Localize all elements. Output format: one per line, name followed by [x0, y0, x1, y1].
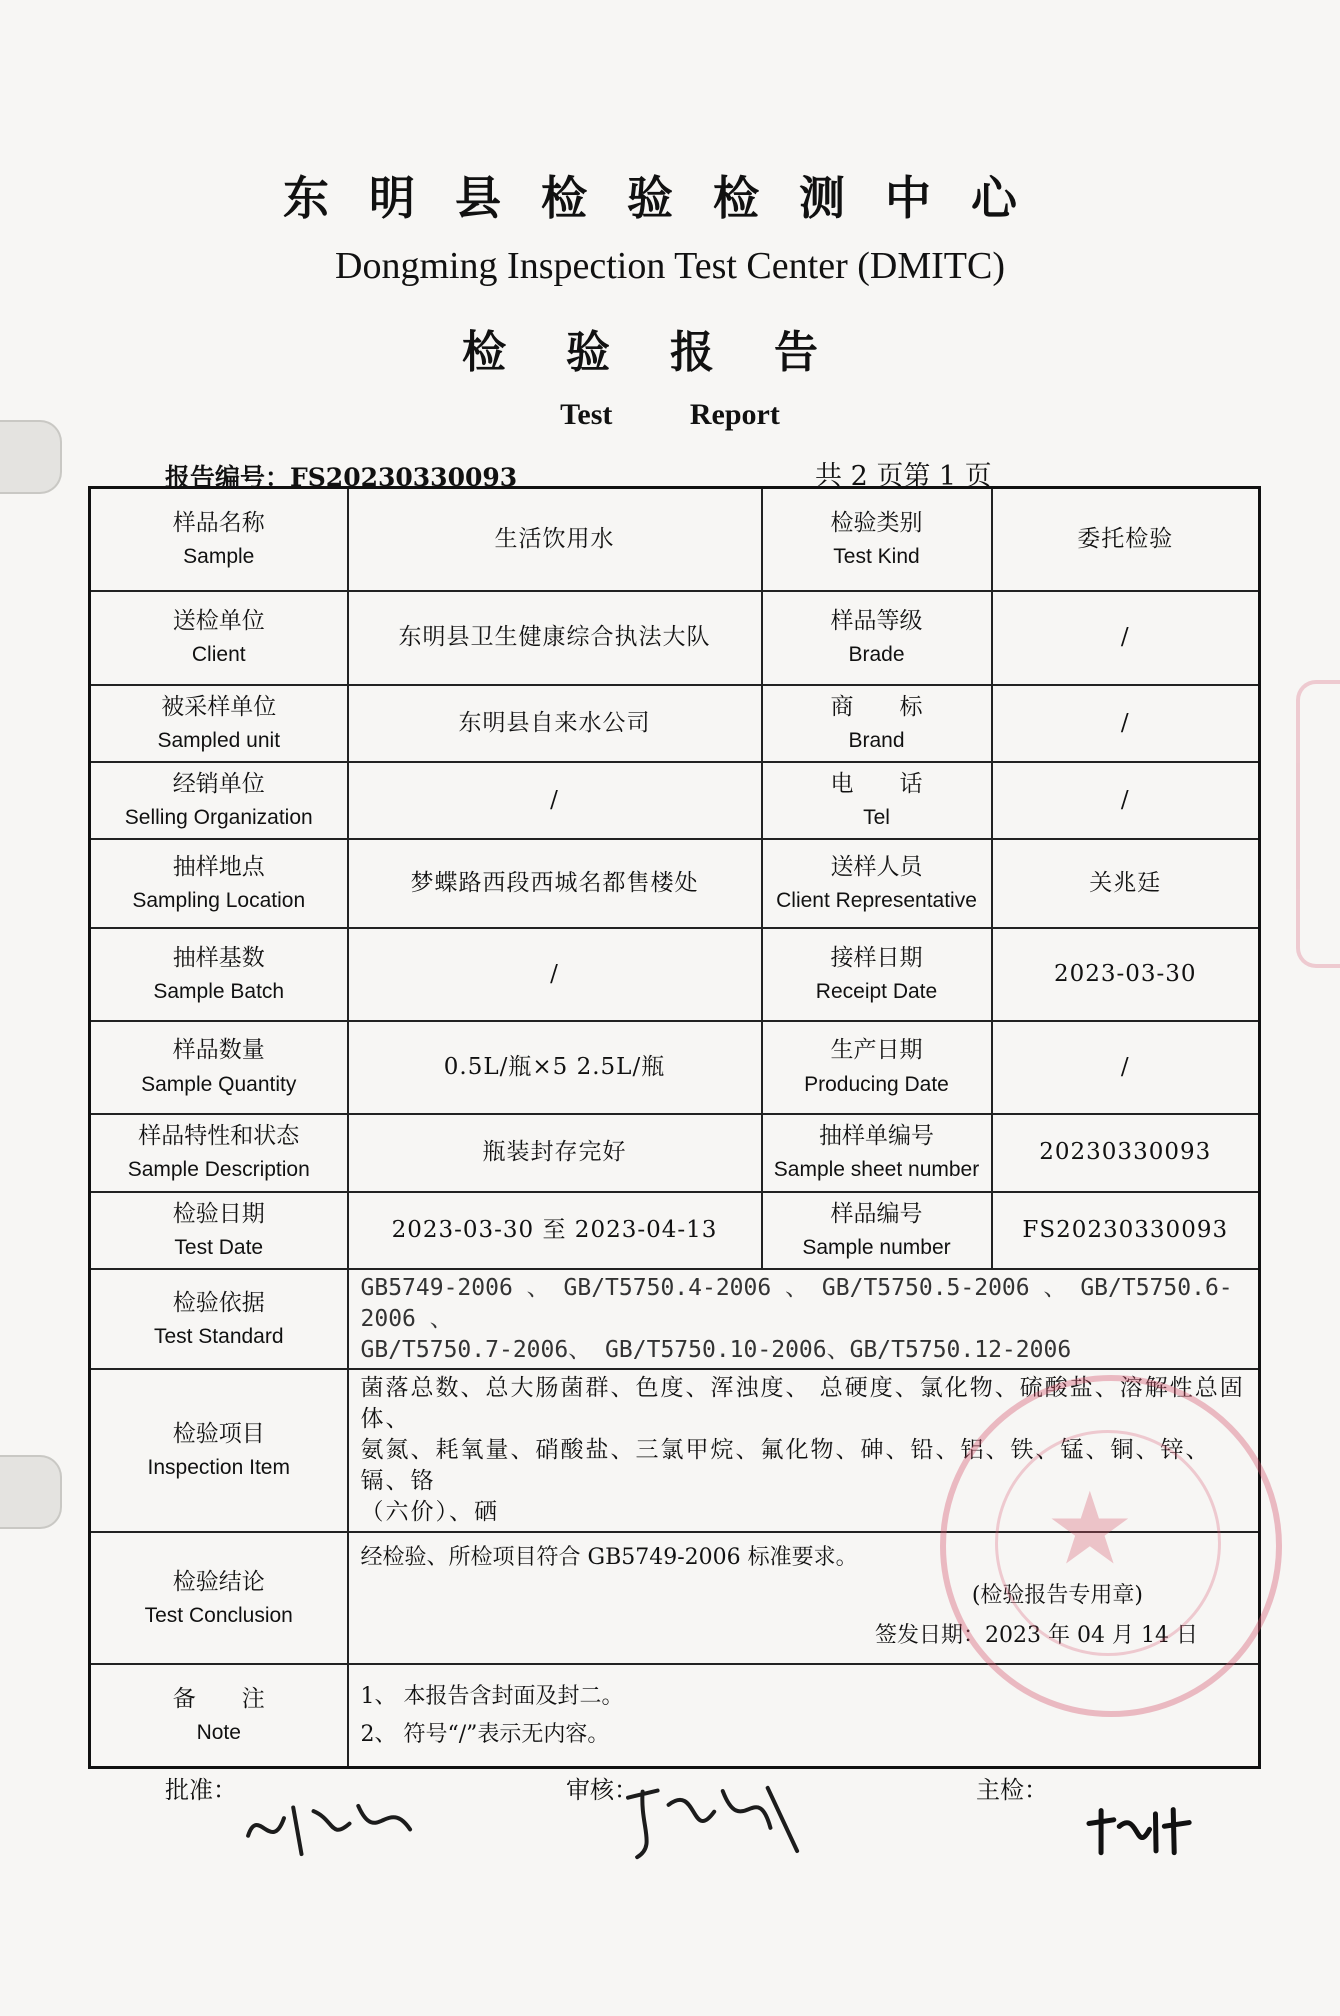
field-value-2: / [992, 685, 1260, 762]
field-value-2: 关兆廷 [992, 839, 1260, 928]
approve-label: 批准： [165, 1776, 237, 1804]
field-value: / [348, 762, 762, 839]
standard-label: 检验依据 Test Standard [90, 1269, 348, 1369]
standard-value: GB5749-2006 、 GB/T5750.4-2006 、 GB/T5750.5-2006 、 GB/T5750.6-2006 、 GB/T5750.7-2006、 GB/T5750.10-2006、GB/T5750.12-2006 [348, 1269, 1260, 1369]
field-label: 样品数量 Sample Quantity [90, 1021, 348, 1114]
field-label: 样品特性和状态 Sample Description [90, 1114, 348, 1193]
issue-date: 签发日期：2023 年 04 月 14 日 [875, 1623, 1198, 1649]
report-title-cn: 检验报告 [462, 327, 878, 378]
field-value: 瓶装封存完好 [348, 1114, 762, 1193]
field-label-2: 送样人员 Client Representative [762, 839, 992, 928]
table-row [90, 591, 1260, 686]
field-label-2: 抽样单编号 Sample sheet number [762, 1114, 992, 1193]
table-row [90, 488, 1260, 591]
note-label: 备 注 Note [90, 1664, 348, 1767]
field-label: 送检单位 Client [90, 591, 348, 686]
field-label-2: 接样日期 Receipt Date [762, 928, 992, 1021]
field-value: 2023-03-30 至 2023-04-13 [348, 1192, 762, 1269]
review-label: 审核： [566, 1776, 638, 1804]
center-title-cn: 东明县检验检测中心 [283, 171, 1057, 225]
field-value: 生活饮用水 [348, 488, 762, 591]
field-value-2: FS20230330093 [992, 1192, 1260, 1269]
center-title-en: Dongming Inspection Test Center (DMITC) [335, 245, 1005, 287]
field-value: 东明县卫生健康综合执法大队 [348, 591, 762, 686]
table-row [90, 1021, 1260, 1114]
approver-signature [237, 1784, 422, 1879]
field-value-2: 20230330093 [992, 1114, 1260, 1193]
field-label-2: 样品编号 Sample number [762, 1192, 992, 1269]
note-value: 1、 本报告含封面及封二。 2、 符号“/”表示无内容。 [348, 1664, 1260, 1767]
field-label: 抽样基数 Sample Batch [90, 928, 348, 1021]
field-value: 0.5L/瓶×5 2.5L/瓶 [348, 1021, 762, 1114]
conclusion-label: 检验结论 Test Conclusion [90, 1532, 348, 1664]
field-label-2: 商 标 Brand [762, 685, 992, 762]
field-value-2: 2023-03-30 [992, 928, 1260, 1021]
table-row-standard [90, 1269, 1260, 1369]
field-label: 抽样地点 Sampling Location [90, 839, 348, 928]
field-label-2: 检验类别 Test Kind [762, 488, 992, 591]
field-value-2: 委托检验 [992, 488, 1260, 591]
table-row [90, 762, 1260, 839]
field-value: 梦蝶路西段西城名都售楼处 [348, 839, 762, 928]
table-row [90, 839, 1260, 928]
table-row [90, 1192, 1260, 1269]
field-label: 被采样单位 Sampled unit [90, 685, 348, 762]
field-label: 检验日期 Test Date [90, 1192, 348, 1269]
page-count: 共 2 页第 1 页 [815, 461, 992, 492]
report-number: 报告编号：FS20230330093 [165, 463, 518, 492]
reviewer-signature [617, 1766, 804, 1881]
field-label-2: 样品等级 Brade [762, 591, 992, 686]
field-value-2: / [992, 762, 1260, 839]
binder-clip-bottom [0, 1455, 62, 1529]
conclusion-text: 经检验、所检项目符合 GB5749-2006 标准要求。 [360, 1545, 858, 1571]
report-title-en: Test Report [560, 398, 780, 431]
field-value-2: / [992, 1021, 1260, 1114]
items-value: 菌落总数、总大肠菌群、色度、浑浊度、 总硬度、氯化物、硫酸盐、溶解性总固体、 氨氮、耗氧量、硝酸盐、三氯甲烷、氟化物、砷、铅、铝、铁、锰、铜、锌、镉、铬 （六价）、硒 [348, 1369, 1260, 1532]
edge-seal-stamp [1296, 680, 1340, 968]
table-row [90, 685, 1260, 762]
field-value: 东明县自来水公司 [348, 685, 762, 762]
items-label: 检验项目 Inspection Item [90, 1369, 348, 1532]
inspector-signature [1083, 1796, 1198, 1876]
field-label: 经销单位 Selling Organization [90, 762, 348, 839]
field-value: / [348, 928, 762, 1021]
seal-star-icon: ★ [1045, 1470, 1135, 1587]
field-value-2: / [992, 591, 1260, 686]
table-row [90, 1114, 1260, 1193]
field-label-2: 生产日期 Producing Date [762, 1021, 992, 1114]
table-row [90, 928, 1260, 1021]
conclusion-seal-note: (检验报告专用章) [971, 1583, 1143, 1609]
field-label-2: 电 话 Tel [762, 762, 992, 839]
field-label: 样品名称 Sample [90, 488, 348, 591]
inspect-label: 主检： [976, 1776, 1048, 1804]
